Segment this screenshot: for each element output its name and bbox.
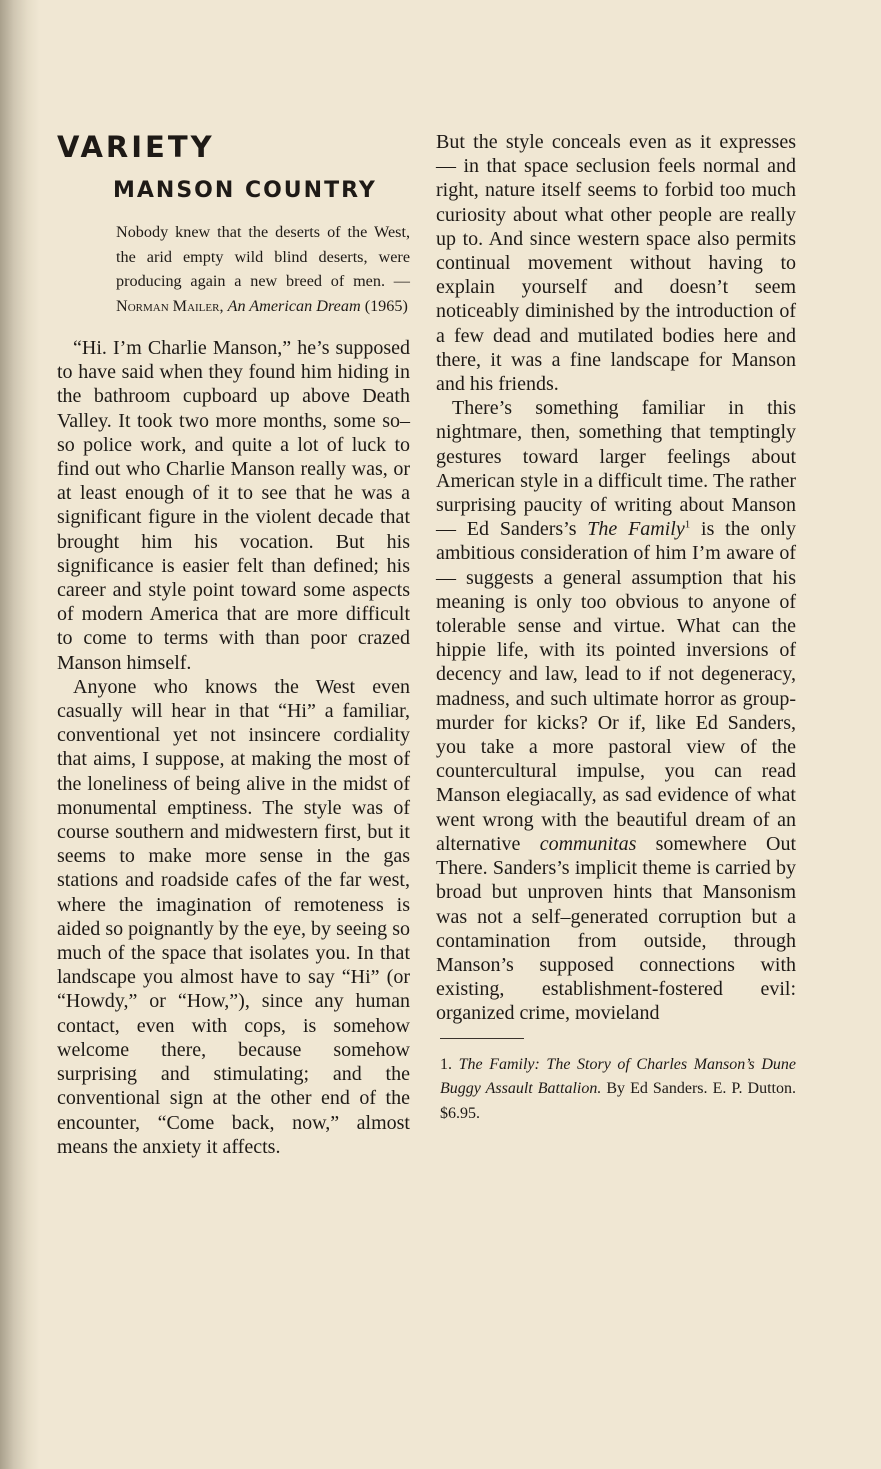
- epigraph-text: Nobody knew that the deserts of the West, the arid empty wild blind deserts, were producing again a new breed of men. —: [116, 223, 410, 290]
- epigraph-work: An American Dream: [227, 296, 361, 315]
- paragraph-1: “Hi. I’m Charlie Manson,” he’s supposed to have said when they found him hiding in the bathroom cupboard up above Death Valley. It took two more months, some so–so police work, and quite a lot of luck to find out who Charlie Manson really was, or at least enough of it to see that he was a significant figure in the violent decade that brought him his vocation. But his significance is easier felt than defined; his career and style point toward some aspects of modern America that are more difficult to come to terms with than poor crazed Manson himself.: [57, 337, 410, 674]
- footnote-number: 1.: [440, 1055, 452, 1073]
- paragraph-2: Anyone who knows the West even casually will hear in that “Hi” a familiar, conventional yet not insincere cordiality that aims, I suppose, at making the most of the loneliness of being alive in the midst of monumental emptiness. The style was of course southern and midwestern first, but it seems to make more sense in the gas stations and roadside cafes of the far west, where the imagination of remoteness is aided so poignantly by the eye, by seeing so much of the space that isolates you. In that landscape you almost have to say “Hi” (or “Howdy,” or “How,”), since any human contact, even with cops, is somehow welcome there, because somehow surprising and stimulating; and the conventional sign at the other end of the encounter, “Come back, now,” almost means the anxiety it affects.: [57, 675, 410, 1158]
- epigraph-year: (1965): [364, 296, 408, 315]
- footnote-marker: 1: [684, 518, 691, 531]
- article-title: MANSON COUNTRY: [113, 178, 377, 203]
- footnote: [436, 1053, 796, 1127]
- footnote-divider: [440, 1038, 524, 1039]
- footnote-book-title: The Family: The Story of Charles Manson’s Dune Buggy Assault Battalion.: [440, 1055, 796, 1098]
- paragraph-4-part-b: is the only ambitious consideration of him I’m aware of — suggests a general assumption that his meaning is only too obvious to anyone of tolerable sense and virtue. What can the hippie life, with its pointed inversions of decency and law, lead to if not degeneracy, madness, and such ultimate horror as group-murder for kicks? Or if, like Ed Sanders, you take a more pastoral view of the countercultural impulse, you can read Manson elegiacally, as sad evidence of what went wrong with the beautiful dream of an alternative: [436, 518, 796, 855]
- paragraph-4: [436, 396, 796, 1025]
- paragraph-3: But the style conceals even as it expresses — in that space seclusion feels normal and right, nature itself seems to forbid too much curiosity about what other people are really up to. And since western space also permits continual movement without having to explain yourself and doesn’t seem noticeably diminished by the introduction of a few dead and mutilated bodies here and there, it was a fine landscape for Manson and his friends.: [436, 131, 796, 396]
- epigraph: [57, 220, 410, 318]
- right-column: [436, 130, 796, 1126]
- paragraph-4-part-a: There’s something familiar in this nightmare, then, something that temptingly gestures toward larger feelings about American style in a difficult time. The rather surprising paucity of writing about Manson — Ed Sanders’s: [436, 397, 796, 541]
- left-column: [57, 128, 410, 1159]
- page-spine-shadow: [0, 0, 40, 1469]
- paragraph-4-part-c: somewhere Out There. Sanders’s implicit theme is carried by broad but unproven hints that Mansonism was not a self–generated corruption but a contamination from outside, through Manson’s supposed connections with existing, establishment-fostered evil: organized crime, movieland: [436, 832, 796, 1025]
- book-title-ref: The Family: [587, 518, 685, 541]
- epigraph-author: Norman Mailer,: [116, 296, 224, 315]
- section-heading: VARIETY: [57, 130, 215, 164]
- communitas-term: communitas: [539, 832, 637, 855]
- footnote-publication: By Ed Sanders. E. P. Dutton. $6.95.: [440, 1080, 796, 1122]
